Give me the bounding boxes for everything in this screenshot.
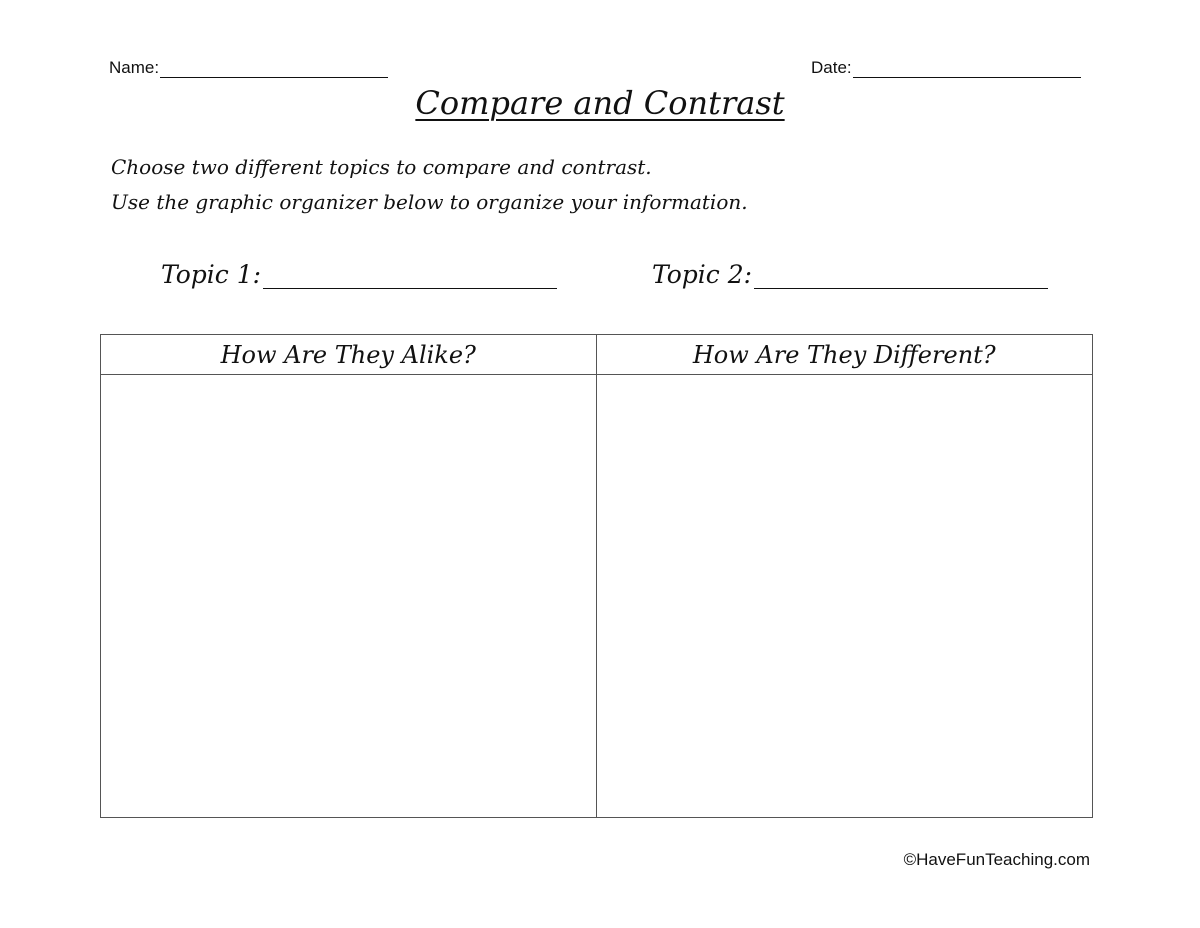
instruction-line-2: Use the graphic organizer below to organize your information. bbox=[111, 190, 748, 214]
name-field bbox=[109, 58, 388, 78]
instructions bbox=[111, 150, 748, 220]
topic-2-label: Topic 2: bbox=[652, 260, 753, 289]
different-column-header bbox=[597, 335, 1093, 375]
topic-1-blank-line[interactable] bbox=[263, 264, 557, 289]
different-header-text: How Are They Different? bbox=[692, 340, 996, 369]
page-title bbox=[0, 84, 1200, 122]
date-blank-line[interactable] bbox=[853, 61, 1081, 78]
date-label: Date: bbox=[811, 58, 852, 77]
copyright-footer: ©HaveFunTeaching.com bbox=[903, 850, 1090, 869]
name-label: Name: bbox=[109, 58, 160, 77]
date-field bbox=[811, 58, 1081, 78]
graphic-organizer bbox=[100, 334, 1093, 818]
alike-writing-area[interactable] bbox=[101, 375, 597, 817]
topic-2-field bbox=[652, 260, 1048, 289]
alike-header-text: How Are They Alike? bbox=[220, 340, 476, 369]
name-blank-line[interactable] bbox=[160, 61, 388, 78]
topic-1-field bbox=[161, 260, 557, 289]
instruction-line-1: Choose two different topics to compare and contrast. bbox=[111, 155, 652, 179]
different-writing-area[interactable] bbox=[597, 375, 1093, 817]
topic-2-blank-line[interactable] bbox=[754, 264, 1048, 289]
topic-1-label: Topic 1: bbox=[161, 260, 262, 289]
page-title-text: Compare and Contrast bbox=[415, 84, 785, 122]
alike-column-header bbox=[101, 335, 597, 375]
